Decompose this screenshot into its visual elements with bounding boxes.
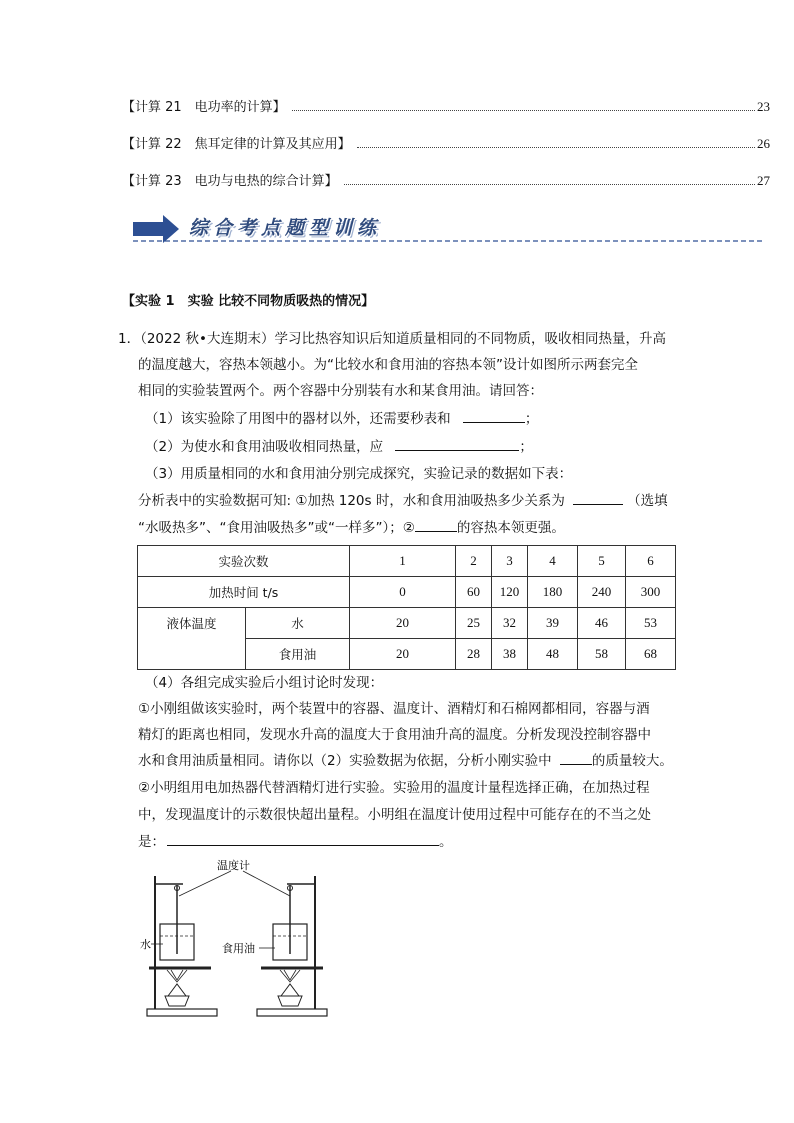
analysis-text: 的容热本领更强。 [456, 520, 565, 536]
question-source: （2022 秋•大连期末） [140, 331, 275, 347]
table-cell: 48 [528, 639, 578, 670]
question-text-line [138, 829, 678, 855]
arrow-right-icon [133, 215, 179, 243]
leader-line [179, 871, 231, 896]
toc-title: 【计算 22 焦耳定律的计算及其应用】 [122, 137, 351, 152]
question-text: 学习比热容知识后知道质量相同的不同物质，吸收相同热量，升高 [274, 331, 666, 347]
question-text: 精灯的距离也相同，发现水升高的温度大于食用油升高的温度。分析发现没控制容器中 [138, 727, 651, 743]
subquestion-text: （2）为使水和食用油吸收相同热量，应 [145, 439, 384, 455]
analysis-text: “水吸热多”、“食用油吸热多”或“一样多”）；② [138, 520, 415, 536]
table-cell: 20 [350, 608, 456, 639]
toc-title: 【计算 21 电功率的计算】 [122, 100, 286, 115]
toc-leader [357, 147, 755, 148]
table-cell: 53 [626, 608, 676, 639]
toc-title: 【计算 23 电功与电热的综合计算】 [122, 174, 338, 189]
answer-blank[interactable] [415, 517, 457, 532]
toc-page: 27 [757, 173, 770, 188]
answer-blank[interactable] [395, 436, 519, 451]
subquestion-2 [145, 434, 685, 460]
question-text: ①小刚组做该实验时，两个装置中的容器、温度计、酒精灯和石棉网都相同，容器与酒 [138, 701, 650, 717]
table-cell: 68 [626, 639, 676, 670]
toc-entry[interactable] [122, 170, 770, 190]
question-text: 的质量较大。 [591, 753, 673, 769]
table-cell: 60 [456, 577, 492, 608]
table-header-cell: 食用油 [246, 639, 350, 670]
flame-icon [280, 970, 300, 982]
table-header-cell: 加热时间 t/s [138, 577, 350, 608]
toc-page: 23 [757, 99, 770, 114]
toc-entry[interactable] [122, 96, 770, 116]
apparatus-figure [135, 856, 335, 1026]
answer-blank[interactable] [560, 750, 592, 765]
flame-icon [167, 970, 187, 982]
banner-title: 综合考点题型训练 [189, 217, 382, 239]
table-cell: 300 [626, 577, 676, 608]
thermometer-label: 温度计 [217, 860, 250, 872]
table-cell: 28 [456, 639, 492, 670]
table-cell: 180 [528, 577, 578, 608]
question-text: 相同的实验装置两个。两个容器中分别装有水和某食用油。请回答： [138, 383, 543, 399]
answer-blank[interactable] [167, 831, 439, 846]
analysis-line [138, 488, 678, 514]
table-cell: 38 [492, 639, 528, 670]
table-row [138, 546, 676, 577]
table-header-cell: 液体温度 [138, 608, 246, 670]
section-heading: 【实验 1 实验 比较不同物质吸热的情况】 [122, 294, 375, 309]
punctuation: ； [519, 439, 533, 455]
stand-base [147, 1009, 217, 1016]
table-cell: 240 [578, 577, 626, 608]
question-text: 水和食用油质量相同。请你以（2）实验数据为依据，分析小刚实验中 [138, 753, 552, 769]
alcohol-lamp-icon [165, 984, 189, 1006]
table-row [138, 577, 676, 608]
table-cell: 0 [350, 577, 456, 608]
table-cell: 39 [528, 608, 578, 639]
table-cell: 2 [456, 546, 492, 577]
toc-entry[interactable] [122, 133, 770, 153]
stand-base [257, 1009, 327, 1016]
table-header-cell: 水 [246, 608, 350, 639]
analysis-line [138, 515, 678, 541]
table-cell: 32 [492, 608, 528, 639]
question-number: 1． [118, 331, 141, 347]
data-table [137, 545, 676, 670]
subquestion-text: （1）该实验除了用图中的器材以外，还需要秒表和 [145, 411, 451, 427]
analysis-text: 分析表中的实验数据可知: ①加热 120s 时，水和食用油吸热多少关系为 [138, 493, 565, 509]
subquestion-3: （3）用质量相同的水和食用油分别完成探究，实验记录的数据如下表： [145, 466, 573, 482]
punctuation: ； [524, 411, 539, 427]
answer-blank[interactable] [463, 408, 525, 423]
leader-line [243, 871, 290, 896]
table-cell: 1 [350, 546, 456, 577]
toc-page: 26 [757, 136, 770, 151]
question-text: 中，发现温度计的示数很快超出量程。小明组在温度计使用过程中可能存在的不当之处 [138, 807, 651, 823]
table-row [138, 608, 676, 639]
table-cell: 3 [492, 546, 528, 577]
table-header-cell: 实验次数 [138, 546, 350, 577]
analysis-text: （选填 [627, 493, 668, 509]
answer-blank[interactable] [573, 490, 623, 505]
question-stem-line [118, 326, 678, 352]
table-cell: 25 [456, 608, 492, 639]
question-text-line [138, 748, 678, 774]
table-cell: 6 [626, 546, 676, 577]
toc-leader [292, 110, 755, 111]
alcohol-lamp-icon [278, 984, 302, 1006]
question-text: ②小明组用电加热器代替酒精灯进行实验。实验用的温度计量程选择正确，在加热过程 [138, 780, 650, 796]
water-label: 水 [140, 939, 151, 951]
punctuation: 。 [439, 834, 453, 850]
table-cell: 58 [578, 639, 626, 670]
oil-label: 食用油 [222, 943, 255, 955]
subquestion-1 [145, 406, 685, 432]
table-cell: 5 [578, 546, 626, 577]
question-text: 是： [138, 834, 165, 850]
table-cell: 20 [350, 639, 456, 670]
toc-leader [344, 184, 755, 185]
question-text: 的温度越大，容热本领越小。为“比较水和食用油的容热本领”设计如图所示两套完全 [138, 357, 638, 373]
table-cell: 120 [492, 577, 528, 608]
subquestion-4: （4）各组完成实验后小组讨论时发现： [145, 675, 384, 691]
table-cell: 46 [578, 608, 626, 639]
table-cell: 4 [528, 546, 578, 577]
